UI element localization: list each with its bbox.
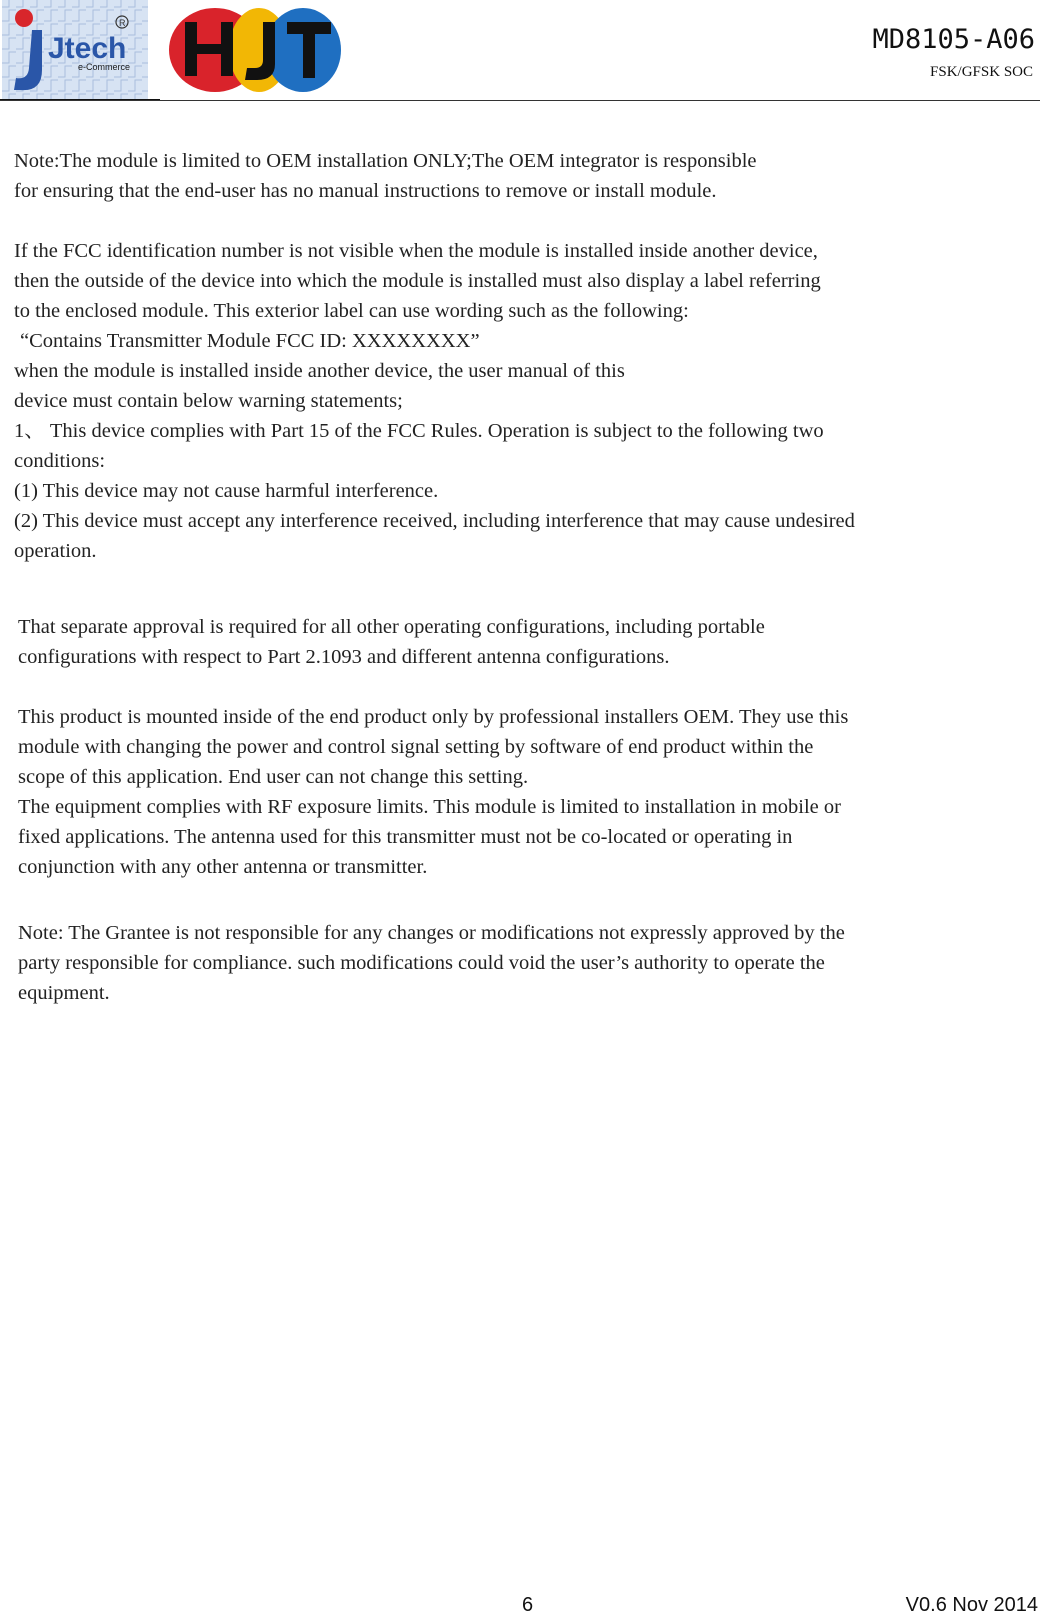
- text-line: conjunction with any other antenna or transmitter.: [18, 856, 428, 878]
- paragraph-installation: [14, 702, 1014, 882]
- paragraph-oem-note: [14, 146, 1014, 206]
- hjt-logo-text: HJT: [163, 4, 165, 5]
- text-line: party responsible for compliance. such modifications could void the user’s authority to operate the: [18, 952, 825, 974]
- paragraph-separate-approval: [14, 612, 1014, 672]
- jtech-logo-subtext: e-Commerce: [78, 62, 131, 72]
- jtech-logo-text: Jtech: [48, 32, 127, 65]
- jtech-logo: [2, 0, 148, 100]
- text-line: device must contain below warning statements;: [14, 390, 403, 412]
- text-line: for ensuring that the end-user has no manual instructions to remove or install module.: [14, 180, 717, 202]
- paragraph-fcc-label: [14, 236, 1014, 566]
- text-line: configurations with respect to Part 2.1093 and different antenna configurations.: [18, 646, 670, 668]
- text-line: Note:The module is limited to OEM installation ONLY;The OEM integrator is responsible: [14, 150, 757, 172]
- model-number: MD8105-A06: [872, 24, 1035, 55]
- text-line: This product is mounted inside of the end product only by professional installers OEM. They use this: [18, 706, 849, 728]
- text-line: fixed applications. The antenna used for this transmitter must not be co-located or operating in: [18, 826, 793, 848]
- text-line: module with changing the power and control signal setting by software of end product within the: [18, 736, 814, 758]
- text-line: operation.: [14, 540, 97, 562]
- header-rule: [0, 100, 1040, 101]
- text-line: (1) This device may not cause harmful interference.: [14, 480, 439, 502]
- text-line: If the FCC identification number is not visible when the module is installed inside another device,: [14, 240, 818, 262]
- svg-text:R: R: [119, 18, 126, 28]
- text-line: when the module is installed inside another device, the user manual of this: [14, 360, 625, 382]
- text-line: Note: The Grantee is not responsible for any changes or modifications not expressly approved by the: [18, 922, 845, 944]
- text-line: 1、 This device complies with Part 15 of the FCC Rules. Operation is subject to the following two: [14, 420, 824, 442]
- paragraph-grantee-note: [14, 918, 1014, 1008]
- hjt-logo: [163, 4, 349, 94]
- text-line: conditions:: [14, 450, 106, 472]
- document-body: [14, 146, 1014, 1008]
- text-line: equipment.: [18, 982, 110, 1004]
- text-line: That separate approval is required for all other operating configurations, including portable: [18, 616, 765, 638]
- fcc-id-quote: “Contains Transmitter Module FCC ID: XXXXXXXX”: [20, 330, 480, 352]
- page-header: [0, 0, 1040, 102]
- product-subtitle: FSK/GFSK SOC: [930, 64, 1033, 80]
- text-line: scope of this application. End user can not change this setting.: [18, 766, 529, 788]
- page-number: 6: [522, 1594, 534, 1616]
- text-line: then the outside of the device into which the module is installed must also display a label referring: [14, 270, 821, 292]
- document-version: V0.6 Nov 2014: [905, 1594, 1038, 1616]
- text-line: The equipment complies with RF exposure limits. This module is limited to installation in mobile or: [18, 796, 841, 818]
- text-line: (2) This device must accept any interference received, including interference that may cause undesired: [14, 510, 855, 532]
- text-line: to the enclosed module. This exterior label can use wording such as the following:: [14, 300, 689, 322]
